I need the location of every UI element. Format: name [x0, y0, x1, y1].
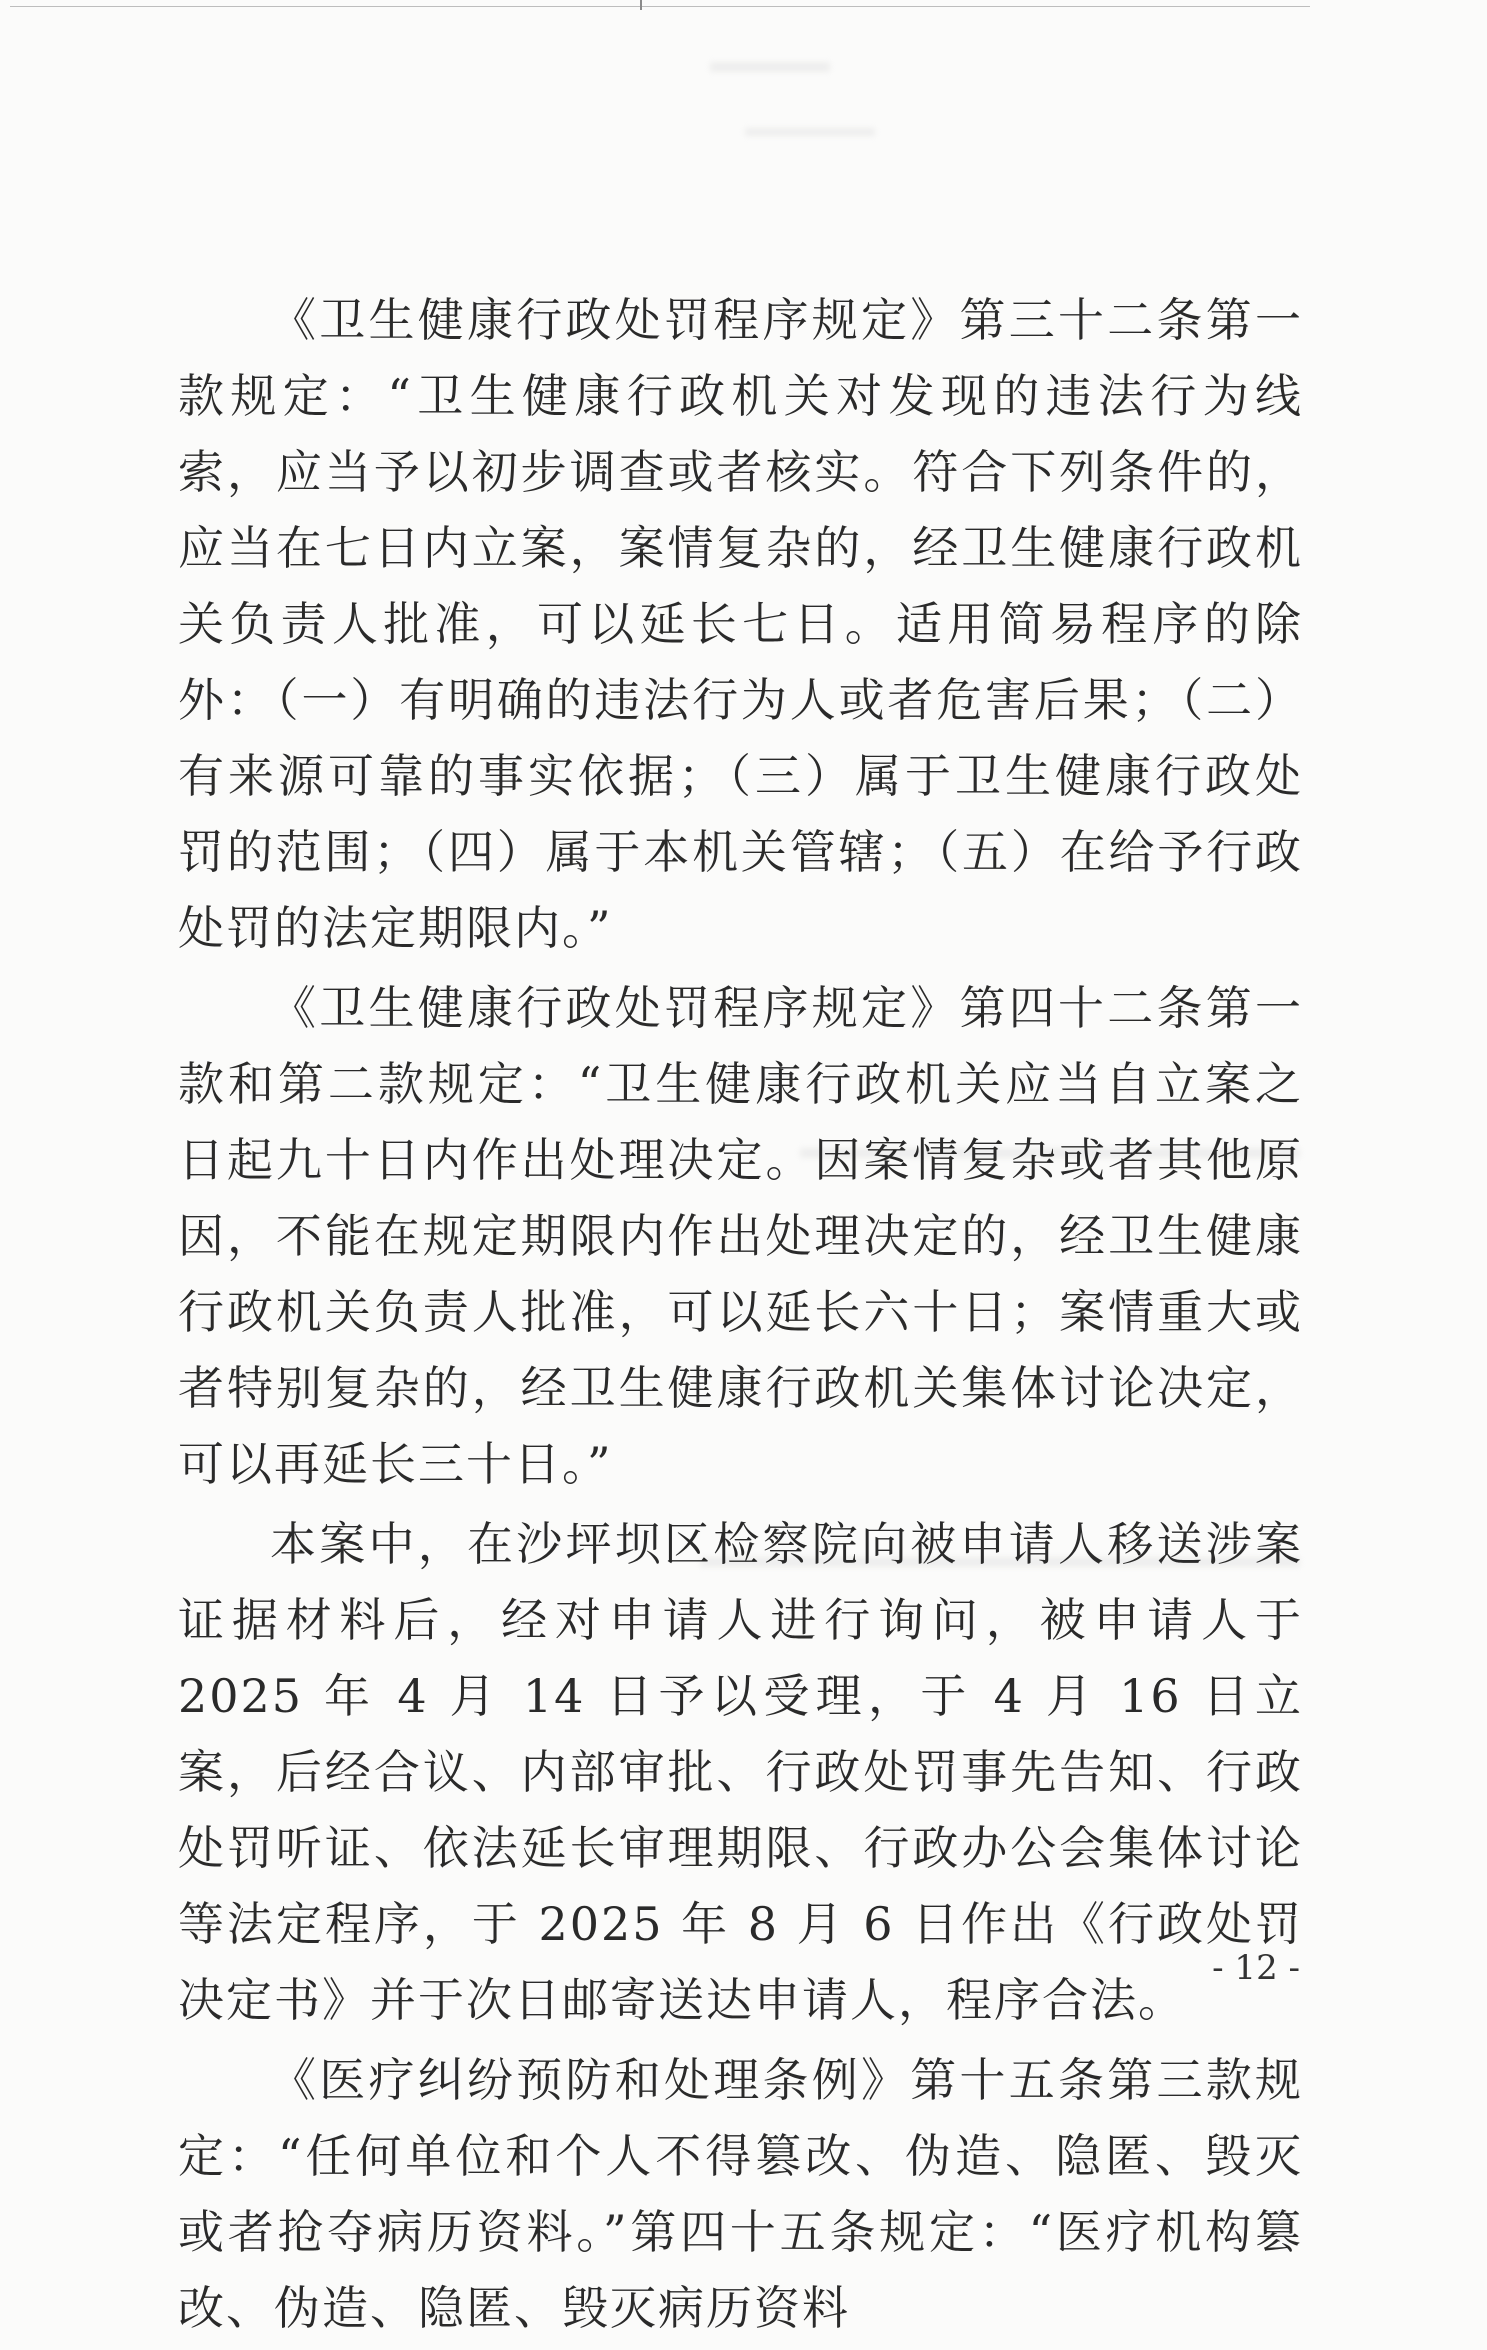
- document-body: [178, 282, 1303, 2350]
- bleed-through-mark: [710, 62, 830, 72]
- scan-top-edge: [10, 6, 1310, 7]
- paragraph-case-procedure: 本案中，在沙坪坝区检察院向被申请人移送涉案证据材料后，经对申请人进行询问，被申请人于 2025 年 4 月 14 日予以受理，于 4 月 16 日立案，后经合议、内部审批、行政处罚事先告知、行政处罚听证、依法延长审理期限、行政办公会集体讨论等法定程序，于 2025 年 8 月 6 日作出《行政处罚决定书》并于次日邮寄送达申请人，程序合法。: [178, 1517, 1303, 2027]
- paragraph-article-42: 《卫生健康行政处罚程序规定》第四十二条第一款和第二款规定：“卫生健康行政机关应当自立案之日起九十日内作出处理决定。因案情复杂或者其他原因，不能在规定期限内作出处理决定的，经卫生健康行政机关负责人批准，可以延长六十日；案情重大或者特别复杂的，经卫生健康行政机关集体讨论决定，可以再延长三十日。”: [178, 981, 1303, 1491]
- page-number: - 12 -: [1212, 1948, 1300, 1988]
- paragraph-article-32: 《卫生健康行政处罚程序规定》第三十二条第一款规定：“卫生健康行政机关对发现的违法行为线索，应当予以初步调查或者核实。符合下列条件的，应当在七日内立案，案情复杂的，经卫生健康行政机关负责人批准，可以延长七日。适用简易程序的除外：（一）有明确的违法行为人或者危害后果；（二）有来源可靠的事实依据；（三）属于卫生健康行政处罚的范围；（四）属于本机关管辖；（五）在给予行政处罚的法定期限内。”: [178, 293, 1303, 955]
- scan-mark: [640, 0, 642, 10]
- paragraph-medical-dispute-regulation: 《医疗纠纷预防和处理条例》第十五条第三款规定：“任何单位和个人不得篡改、伪造、隐匿、毁灭或者抢夺病历资料。”第四十五条规定：“医疗机构篡改、伪造、隐匿、毁灭病历资料: [178, 2053, 1303, 2335]
- bleed-through-mark: [745, 128, 875, 136]
